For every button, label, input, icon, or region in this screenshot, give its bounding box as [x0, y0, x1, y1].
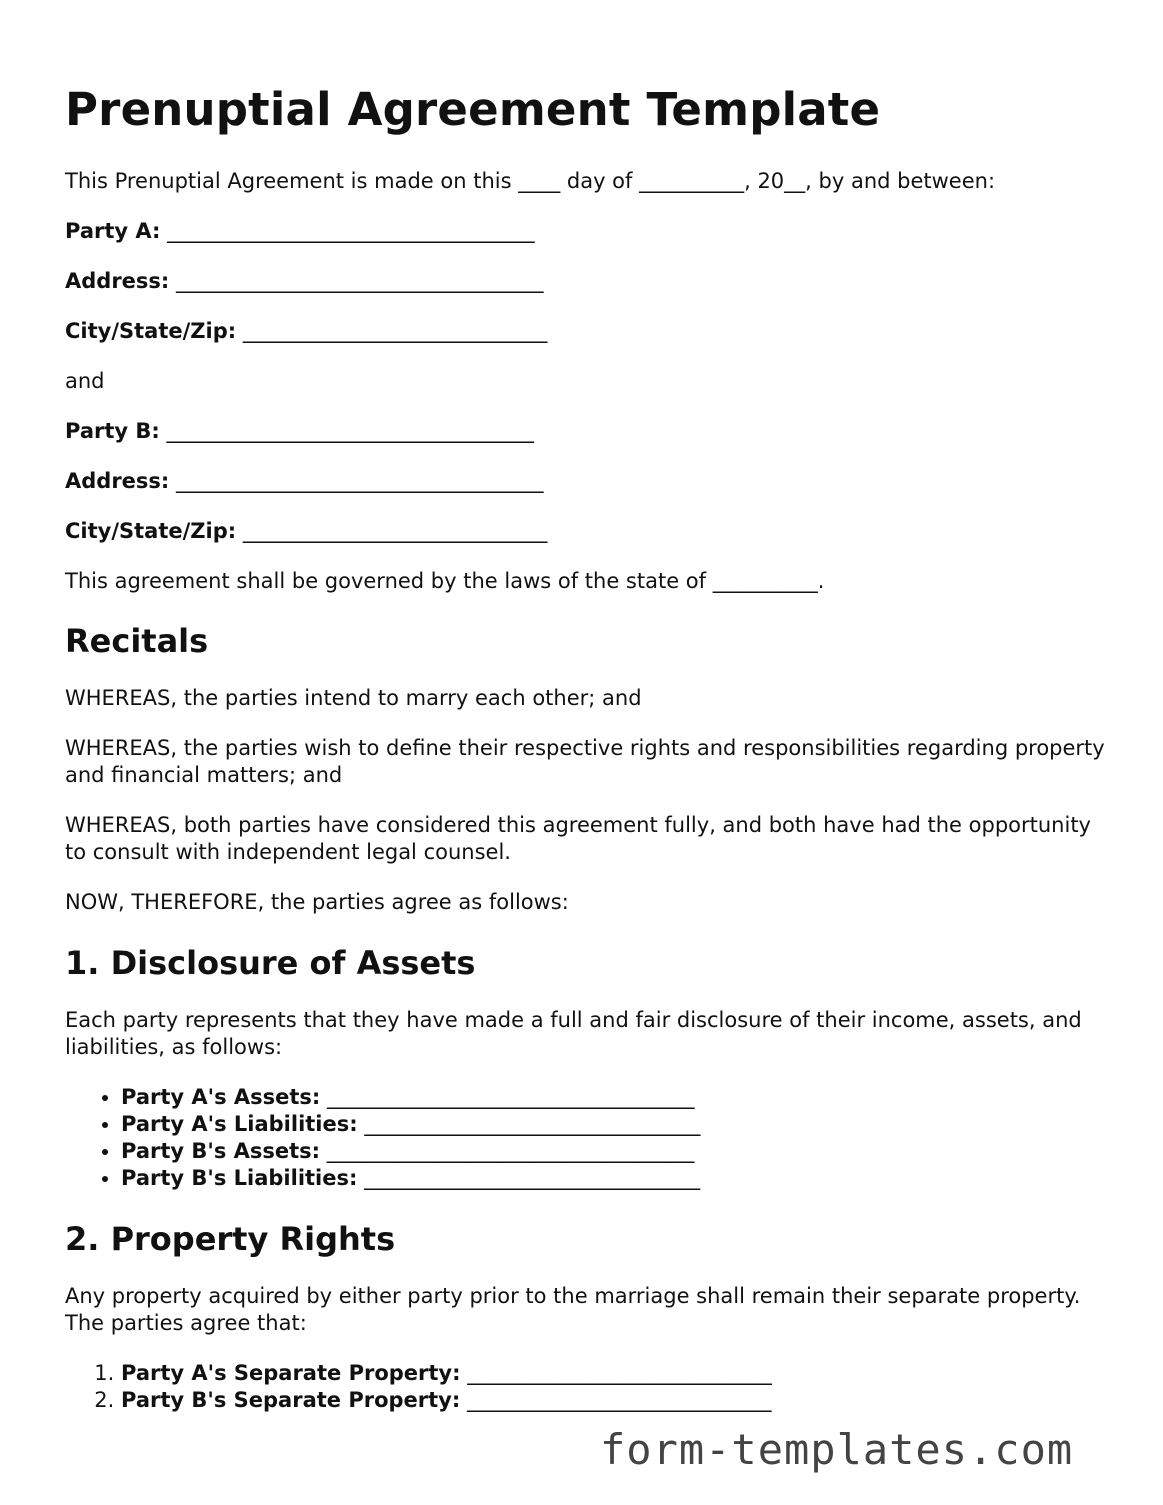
party-a-city-field	[65, 318, 1105, 345]
party-a-address-field	[65, 268, 1105, 295]
list-item	[121, 1387, 1105, 1414]
list-item	[121, 1360, 1105, 1387]
party-b-address-label: Address:	[65, 469, 170, 493]
recitals-heading: Recitals	[65, 622, 209, 660]
party-a-name-label: Party A:	[65, 219, 161, 243]
party-a-address-blank[interactable]: ___________________________________	[176, 269, 544, 293]
party-a-city-blank[interactable]: _____________________________	[242, 319, 548, 343]
page-title: Prenuptial Agreement Template	[65, 83, 881, 136]
list-item	[121, 1111, 1105, 1138]
list-item	[121, 1084, 1105, 1111]
party-a-name-field	[65, 218, 1105, 245]
assets-item-blank[interactable]: ________________________________	[364, 1166, 701, 1190]
list-item	[121, 1138, 1105, 1165]
list-item	[121, 1165, 1105, 1192]
document-page	[65, 80, 1105, 1414]
party-b-name-field	[65, 418, 1105, 445]
assets-item-label: Party A's Liabilities:	[121, 1112, 358, 1136]
section2-heading: 2. Property Rights	[65, 1220, 396, 1258]
recital-item: WHEREAS, both parties have considered this agreement fully, and both have had the opportunity to consult with independent legal counsel.	[65, 813, 1091, 864]
party-b-name-blank[interactable]: ___________________________________	[166, 419, 534, 443]
intro-text: This Prenuptial Agreement is made on this ____ day of __________, 20__, by and between:	[65, 169, 996, 193]
property-item-label: Party A's Separate Property:	[121, 1361, 461, 1385]
watermark-text: form-templates.com	[600, 1425, 1074, 1474]
party-a-address-label: Address:	[65, 269, 170, 293]
property-item-blank[interactable]: _____________________________	[467, 1361, 772, 1385]
assets-item-blank[interactable]: ___________________________________	[327, 1085, 695, 1109]
property-item-blank[interactable]: _____________________________	[466, 1388, 772, 1412]
recital-item: WHEREAS, the parties intend to marry each other; and	[65, 686, 642, 710]
party-a-city-label: City/State/Zip:	[65, 319, 237, 343]
party-b-city-field	[65, 518, 1105, 545]
assets-item-label: Party B's Liabilities:	[121, 1166, 358, 1190]
section1-text: Each party represents that they have made a full and fair disclosure of their income, assets, and liabilities, as follows:	[65, 1008, 1082, 1059]
assets-item-label: Party B's Assets:	[121, 1139, 321, 1163]
assets-item-label: Party A's Assets:	[121, 1085, 321, 1109]
and-text: and	[65, 369, 105, 393]
separate-property-list	[65, 1360, 1105, 1414]
party-b-address-blank[interactable]: ___________________________________	[176, 469, 544, 493]
party-b-city-label: City/State/Zip:	[65, 519, 237, 543]
party-a-name-blank[interactable]: ___________________________________	[167, 219, 535, 243]
assets-item-blank[interactable]: ___________________________________	[326, 1139, 695, 1163]
recital-item: WHEREAS, the parties wish to define their respective rights and responsibilities regarding property and financial matters; and	[65, 736, 1105, 787]
party-b-address-field	[65, 468, 1105, 495]
governing-law-text: This agreement shall be governed by the laws of the state of __________.	[65, 569, 825, 593]
recital-item: NOW, THEREFORE, the parties agree as follows:	[65, 890, 569, 914]
property-item-label: Party B's Separate Property:	[121, 1388, 461, 1412]
party-b-city-blank[interactable]: _____________________________	[242, 519, 548, 543]
section2-text: Any property acquired by either party prior to the marriage shall remain their separate property. The parties agree that:	[65, 1284, 1081, 1335]
party-b-name-label: Party B:	[65, 419, 160, 443]
assets-list	[65, 1084, 1105, 1192]
assets-item-blank[interactable]: ________________________________	[364, 1112, 701, 1136]
section1-heading: 1. Disclosure of Assets	[65, 944, 476, 982]
